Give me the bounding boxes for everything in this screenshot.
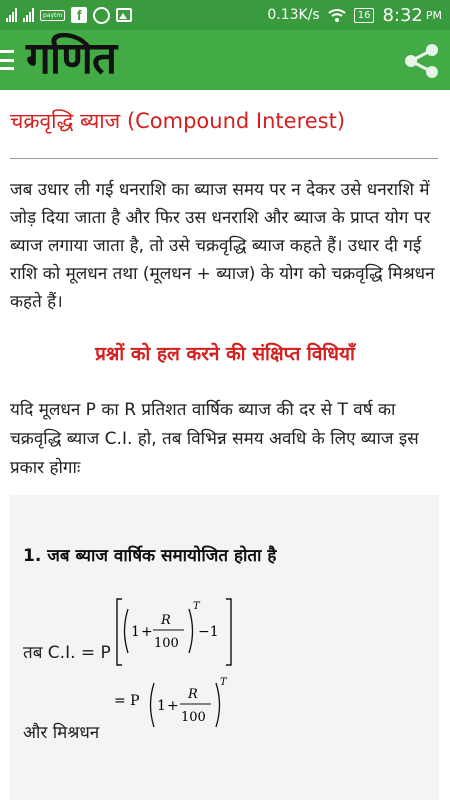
clock-ampm: PM [425, 8, 442, 22]
network-speed: 0.13K/s [267, 7, 320, 23]
share-icon[interactable] [402, 42, 440, 80]
amount-eq: = P [114, 693, 140, 709]
article-heading: चक्रवृद्धि ब्याज (Compound Interest) [10, 109, 346, 133]
divider [10, 158, 438, 159]
section-subheading: प्रश्नों को हल करने की संक्षिप्त विधियाँ [95, 343, 355, 365]
ci-formula [114, 595, 234, 670]
battery-icon: 16 [354, 8, 375, 23]
ci-exponent: T [193, 601, 200, 612]
ci-denominator: 100 [154, 636, 179, 651]
formula-card [10, 495, 439, 800]
image-icon [116, 8, 132, 22]
clock-time: 8:32 [382, 4, 423, 26]
amount-numerator: R [188, 687, 198, 702]
ci-numerator: R [161, 613, 171, 628]
amount-denominator: 100 [181, 710, 206, 725]
ci-plus: + [141, 624, 153, 640]
status-right [267, 6, 442, 24]
hamburger-icon[interactable] [0, 50, 14, 70]
amount-exponent: T [220, 677, 227, 688]
wifi-icon [328, 8, 346, 22]
ci-minus-one: −1 [198, 624, 219, 640]
signal-icon [6, 8, 17, 22]
status-left-icons [6, 6, 132, 24]
amount-one: 1 [157, 698, 166, 714]
whatsapp-icon [93, 7, 110, 24]
ci-one: 1 [131, 624, 140, 640]
app-bar [0, 30, 450, 90]
signal-icon [23, 8, 34, 22]
facebook-icon: f [71, 7, 87, 23]
method-paragraph: यदि मूलधन P का R प्रतिशत वार्षिक ब्याज की दर से T वर्ष का चक्रवृद्धि ब्याज C.I. हो, तब विभिन्न समय अवधि के लिए ब्याज इस प्रकार होगाः [10, 400, 419, 478]
article-content[interactable] [0, 90, 450, 800]
ci-label: तब C.I. = P [23, 643, 111, 663]
card-heading: 1. जब ब्याज वार्षिक समायोजित होता है [23, 546, 277, 566]
amount-formula [114, 675, 234, 735]
intro-paragraph: जब उधार ली गई धनराशि का ब्याज समय पर न देकर उसे धनराशि में जोड़ दिया जाता है और फिर उस धनराशि और ब्याज के प्राप्त योग पर ब्याज लगाया जाता है, तो उसे चक्रवृद्धि ब्याज कहते हैं। उधार दी गई राशि को मूलधन तथा (मूलधन + ब्याज) के योग को चक्रवृद्धि मिश्रधन कहते हैं। [10, 180, 435, 312]
amount-label: और मिश्रधन [23, 723, 100, 743]
paytm-icon: paytm [40, 10, 65, 21]
app-title: गणित [26, 33, 117, 84]
status-bar [0, 0, 450, 30]
amount-plus: + [167, 698, 179, 714]
